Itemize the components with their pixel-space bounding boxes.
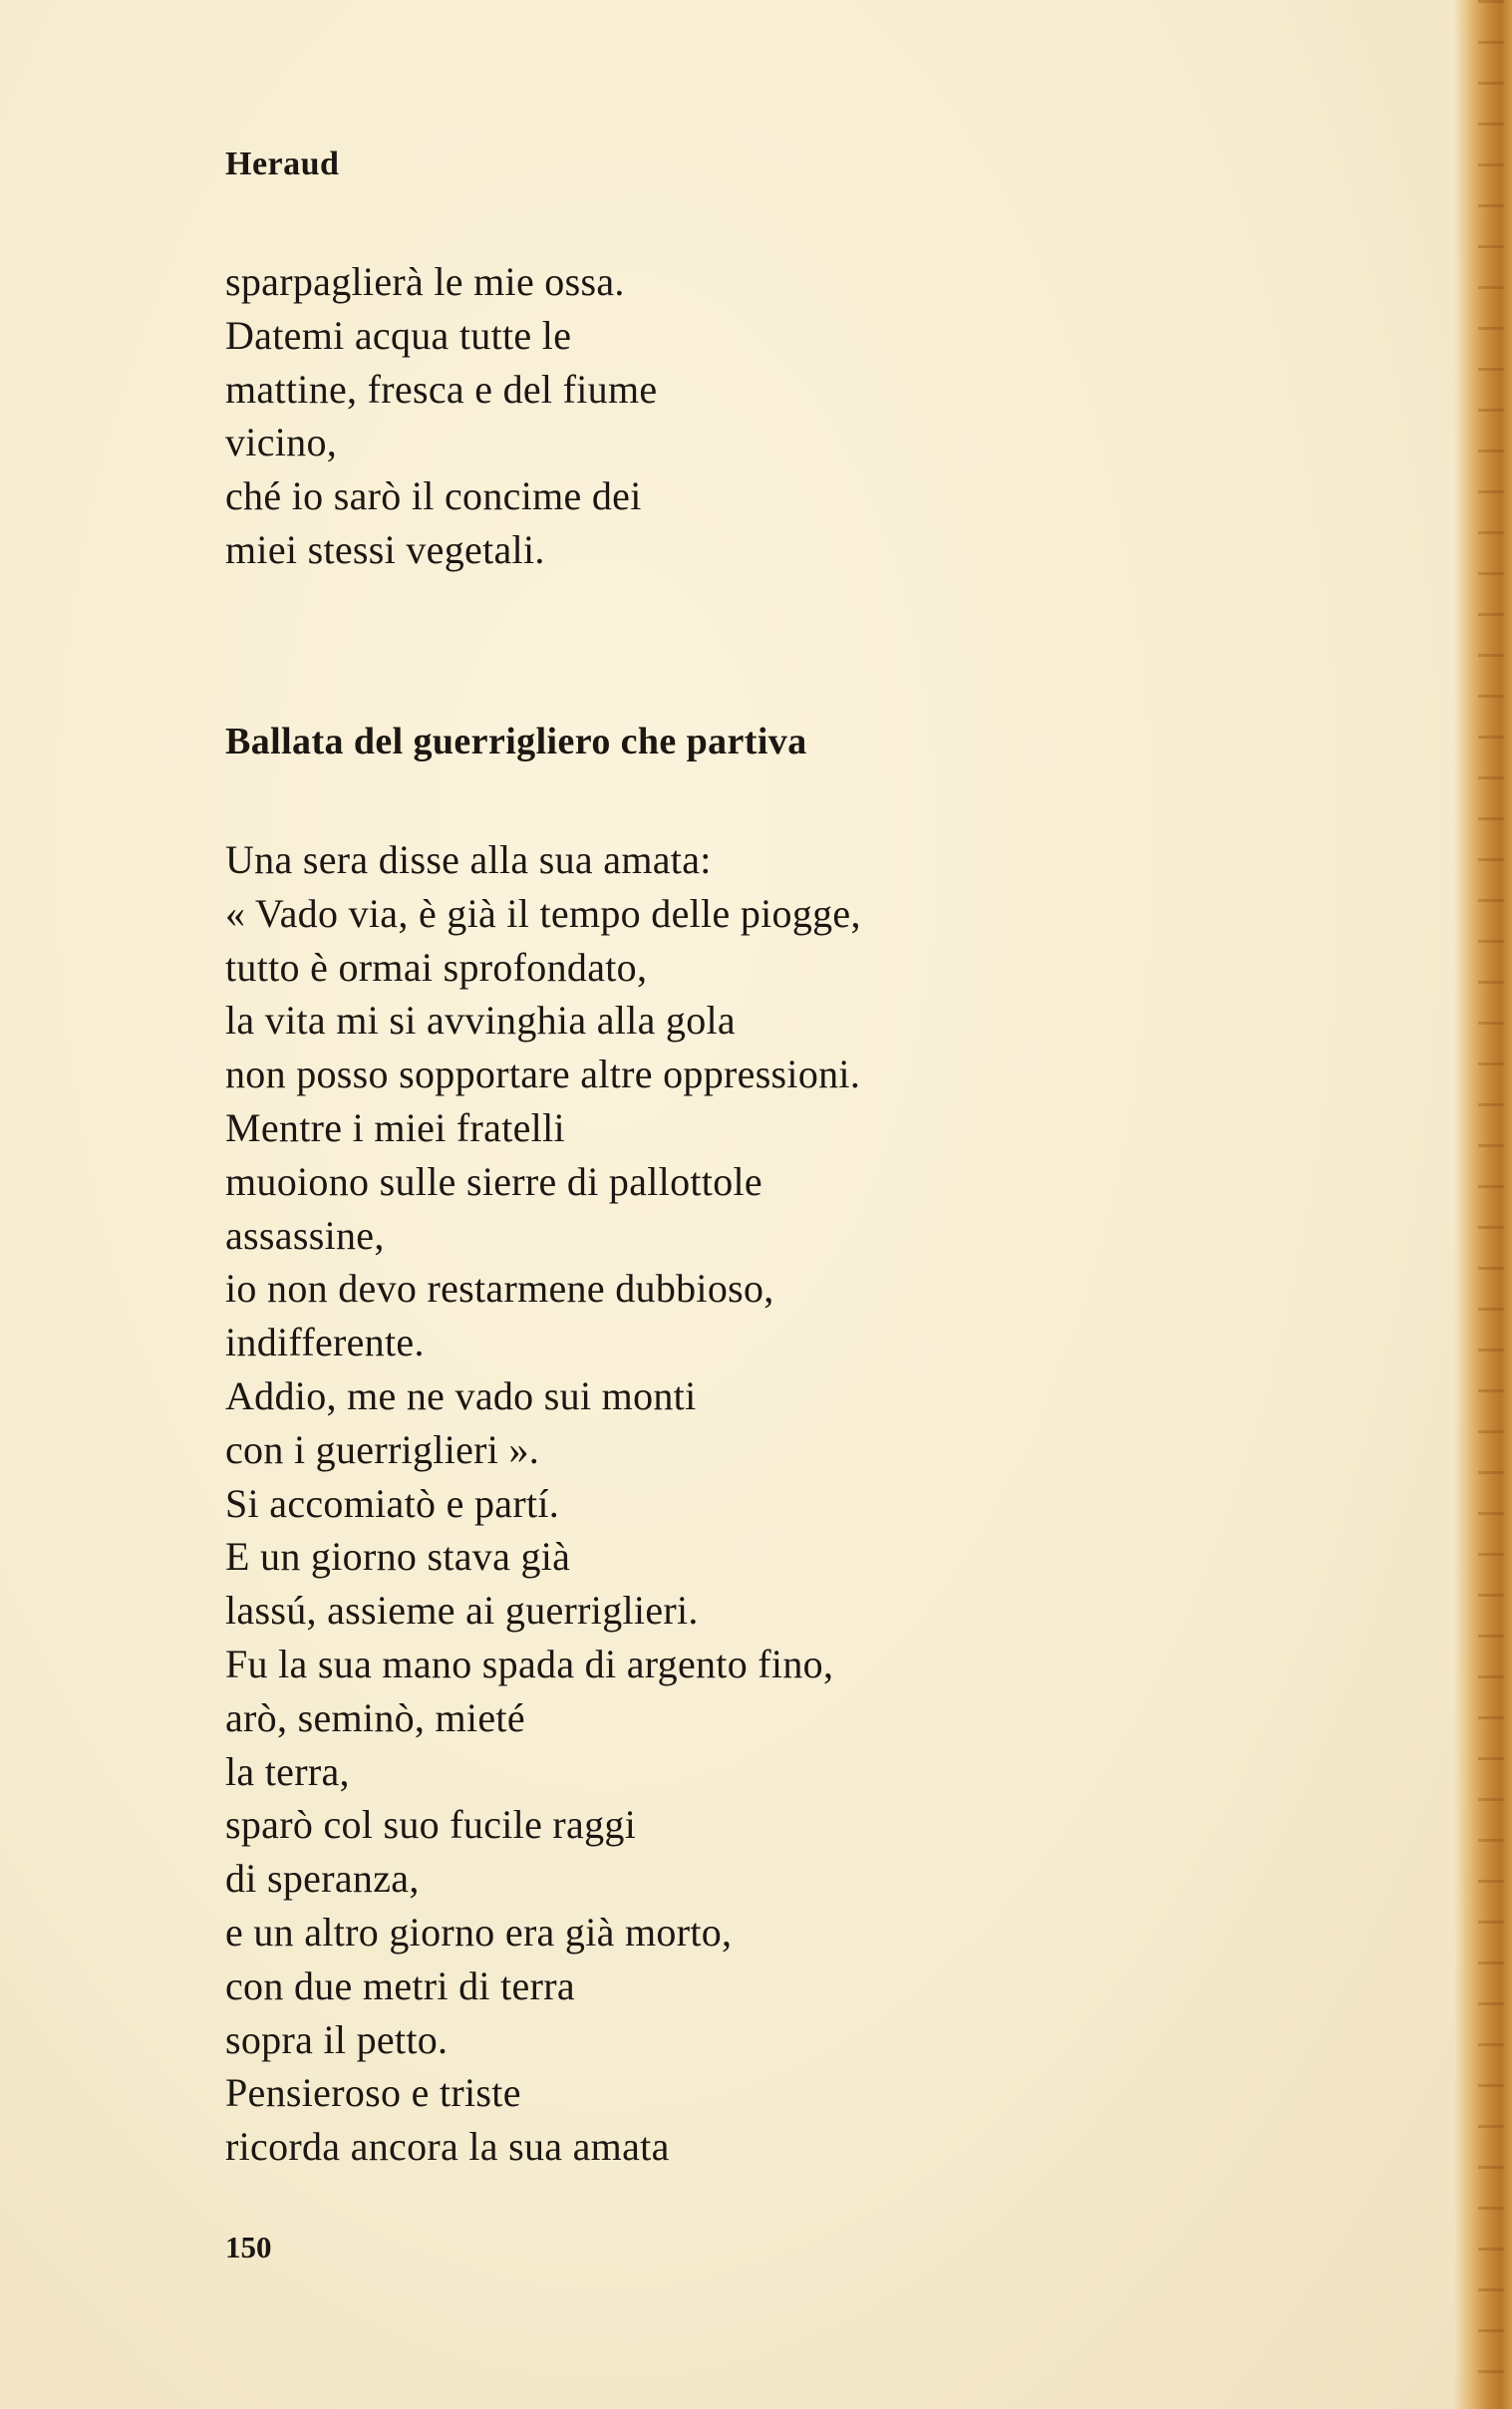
poem-line: la vita mi si avvinghia alla gola — [225, 998, 736, 1044]
poem-title: Ballata del guerrigliero che partiva — [225, 721, 807, 762]
poem-line: muoiono sulle sierre di pallottole — [225, 1158, 762, 1204]
poem-line: sparpaglierà le mie ossa. — [225, 259, 625, 304]
poem-line: ché io sarò il concime dei — [225, 473, 642, 519]
poem-line: e un altro giorno era già morto, — [225, 1909, 733, 1955]
poem-line: Addio, me ne vado sui monti — [225, 1372, 697, 1418]
poem-line: la terra, — [225, 1748, 350, 1794]
first-poem-stanza — [225, 255, 657, 577]
poem-line: Pensieroso e triste — [225, 2070, 521, 2116]
page-edge-texture — [1478, 0, 1504, 2409]
poem-line: tutto è ormai sprofondato, — [225, 944, 648, 990]
poem-line: indifferente. — [225, 1320, 425, 1365]
poem-line: non posso sopportare altre oppressioni. — [225, 1052, 861, 1097]
second-poem-stanza — [225, 833, 861, 2174]
poem-line: lassú, assieme ai guerriglieri. — [225, 1588, 699, 1634]
poem-line: io non devo restarmene dubbioso, — [225, 1266, 774, 1312]
poem-line: con i guerriglieri ». — [225, 1426, 540, 1472]
poem-line: sparò col suo fucile raggi — [225, 1802, 637, 1848]
poem-line: assassine, — [225, 1212, 385, 1258]
poem-line: di speranza, — [225, 1856, 420, 1902]
poem-line: ricorda ancora la sua amata — [225, 2124, 670, 2170]
poem-line: miei stessi vegetali. — [225, 526, 545, 572]
poem-line: Una sera disse alla sua amata: — [225, 837, 712, 882]
poem-line: Mentre i miei fratelli — [225, 1104, 565, 1150]
poem-line: mattine, fresca e del fiume — [225, 366, 658, 412]
poem-line: con due metri di terra — [225, 1962, 575, 2008]
page-number: 150 — [225, 2230, 272, 2264]
poem-line: E un giorno stava già — [225, 1534, 571, 1580]
running-head: Heraud — [225, 146, 340, 182]
poem-line: Si accomiatò e partí. — [225, 1480, 560, 1526]
poem-line: Datemi acqua tutte le — [225, 312, 572, 358]
poem-line: arò, seminò, mieté — [225, 1694, 525, 1740]
poem-line: vicino, — [225, 420, 338, 465]
poem-line: Fu la sua mano spada di argento fino, — [225, 1641, 834, 1686]
poem-line: « Vado via, è già il tempo delle piogge, — [225, 890, 861, 936]
poem-line: sopra il petto. — [225, 2016, 449, 2062]
